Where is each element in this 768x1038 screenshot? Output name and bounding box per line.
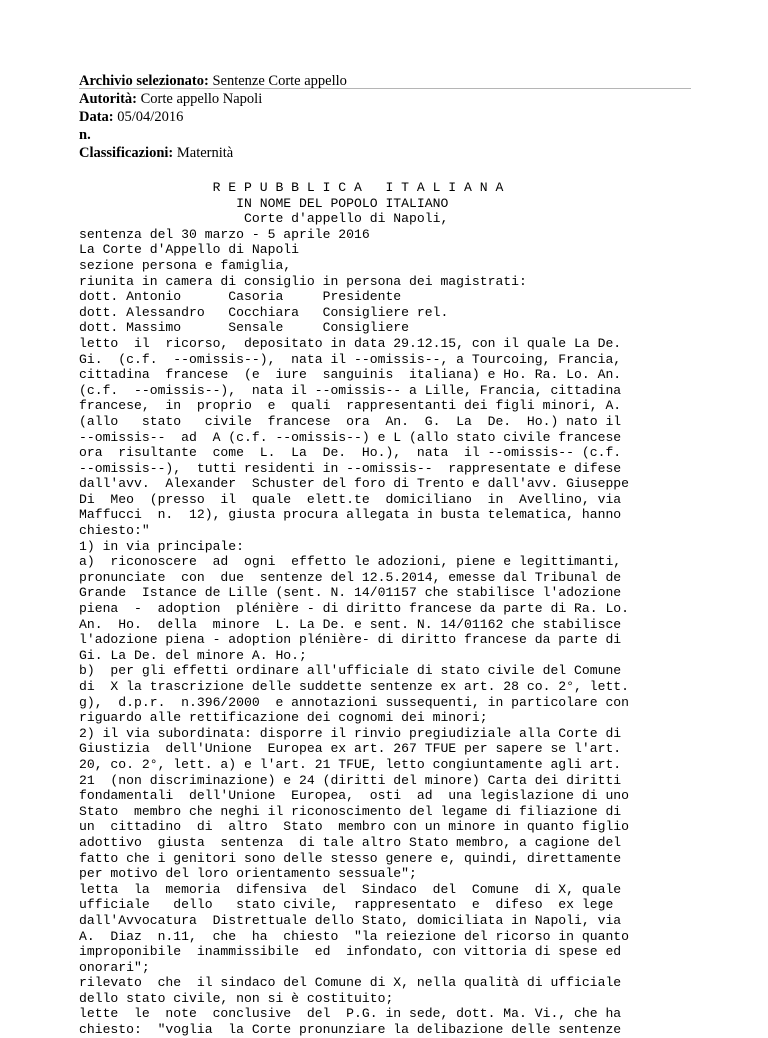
text-line: R E P U B B L I C A I T A L I A N A xyxy=(79,180,504,195)
text-line: Gi. (c.f. --omissis--), nata il --omissis--, a Tourcoing, Francia, xyxy=(79,351,622,367)
text-line: b) per gli effetti ordinare all'ufficiale di stato civile del Comune xyxy=(79,663,622,679)
text-line: dall'avv. Alexander Schuster del foro di Trento e dall'avv. Giuseppe xyxy=(79,476,630,492)
archive-label: Archivio selezionato: xyxy=(79,73,209,89)
text-line: un cittadino di altro Stato membro con un minore in quanto figlio xyxy=(79,819,630,835)
classification-label: Classificazioni: xyxy=(79,145,174,161)
text-line: riunita in camera di consiglio in persona dei magistrati: xyxy=(79,273,527,289)
text-line: adottivo giusta sentenza di tale altro Stato membro, a cagione del xyxy=(79,834,622,850)
text-line: 1) in via principale: xyxy=(79,538,245,554)
authority-value: Corte appello Napoli xyxy=(140,91,263,107)
text-line: g), d.p.r. n.396/2000 e annotazioni sussequenti, in particolare con xyxy=(79,694,630,710)
text-line: Giustizia dell'Unione Europea ex art. 267 TFUE per sapere se l'art. xyxy=(79,741,622,757)
text-line: An. Ho. della minore L. La De. e sent. N. 14/01162 che stabilisce xyxy=(79,616,622,632)
text-line: sezione persona e famiglia, xyxy=(79,257,292,273)
text-line: piena - adoption plénière - di diritto francese da parte di Ra. Lo. xyxy=(79,601,630,617)
classification-value: Maternità xyxy=(176,145,234,161)
text-line: improponibile inammissibile ed infondato, con vittoria di spese ed xyxy=(79,944,622,960)
text-line: Stato membro che neghi il riconoscimento del legame di filiazione di xyxy=(79,803,622,819)
date-value: 05/04/2016 xyxy=(117,109,184,125)
text-line: di X la trascrizione delle suddette sentenze ex art. 28 co. 2°, lett. xyxy=(79,679,630,694)
text-line: La Corte d'Appello di Napoli xyxy=(79,242,300,258)
authority-label: Autorità: xyxy=(79,91,137,107)
text-line: dott. Antonio Casoria Presidente xyxy=(79,289,402,305)
text-line: onorari"; xyxy=(79,959,150,975)
classification-row xyxy=(79,144,691,162)
text-line: 21 (non discriminazione) e 24 (diritti del minore) Carta dei diritti xyxy=(79,772,622,788)
text-line: (allo stato civile francese ora An. G. La De. Ho.) nato il xyxy=(79,413,622,429)
number-label: n. xyxy=(79,127,91,143)
text-line: Maffucci n. 12), giusta procura allegata in busta telematica, hanno xyxy=(79,507,622,523)
text-line: chiesto: "voglia la Corte pronunziare la delibazione delle sentenze xyxy=(79,1022,622,1038)
archive-value: Sentenze Corte appello xyxy=(212,73,347,89)
number-row xyxy=(79,126,691,144)
text-line: chiesto:" xyxy=(79,523,150,539)
text-line: ora risultante come L. La De. Ho.), nata il --omissis-- (c.f. xyxy=(79,445,622,461)
text-line: Grande Istance de Lille (sent. N. 14/01157 che stabilisce l'adozione xyxy=(79,585,622,601)
text-line: pronunciate con due sentenze del 12.5.2014, emesse dal Tribunal de xyxy=(79,569,622,585)
text-line: letto il ricorso, depositato in data 29.12.15, con il quale La De. xyxy=(79,335,622,351)
text-line: dott. Massimo Sensale Consigliere xyxy=(79,320,410,336)
text-line: l'adozione piena - adoption plénière- di diritto francese da parte di xyxy=(79,632,622,648)
text-line: riguardo alle rettificazione dei cognomi dei minori; xyxy=(79,710,488,726)
text-line: fondamentali dell'Unione Europea, osti ad una legislazione di uno xyxy=(79,788,630,804)
judgment-text xyxy=(79,180,699,1038)
text-line: lette le note conclusive del P.G. in sede, dott. Ma. Vi., che ha xyxy=(79,1006,622,1022)
text-line: A. Diaz n.11, che ha chiesto "la reiezione del ricorso in quanto xyxy=(79,928,630,944)
text-line: letta la memoria difensiva del Sindaco del Comune di X, quale xyxy=(79,881,622,897)
text-line: 2) il via subordinata: disporre il rinvio pregiudiziale alla Corte di xyxy=(79,725,622,741)
date-label: Data: xyxy=(79,109,114,125)
text-line: Gi. La De. del minore A. Ho.; xyxy=(79,647,307,663)
text-line: IN NOME DEL POPOLO ITALIANO xyxy=(79,195,449,211)
text-line: dello stato civile, non si è costituito; xyxy=(79,990,394,1006)
text-line: dall'Avvocatura Distrettuale dello Stato, domiciliata in Napoli, via xyxy=(79,912,622,928)
document-header xyxy=(79,72,691,162)
text-line: cittadina francese (e iure sanguinis italiana) e Ho. Ra. Lo. An. xyxy=(79,367,622,383)
text-line: 20, co. 2°, lett. a) e l'art. 21 TFUE, letto congiuntamente agli art. xyxy=(79,756,622,772)
text-line: fatto che i genitori sono delle stesso genere e, quindi, direttamente xyxy=(79,850,622,866)
text-line: Corte d'appello di Napoli, xyxy=(79,211,449,227)
text-line: dott. Alessandro Cocchiara Consigliere rel. xyxy=(79,304,449,320)
header-divider xyxy=(79,88,691,89)
text-line: sentenza del 30 marzo - 5 aprile 2016 xyxy=(79,226,370,242)
authority-row xyxy=(79,90,691,108)
date-row xyxy=(79,108,691,126)
text-line: Di Meo (presso il quale elett.te domiciliano in Avellino, via xyxy=(79,491,622,507)
text-line: --omissis--), tutti residenti in --omissis-- rappresentate e difese xyxy=(79,460,622,476)
text-line: per motivo del loro orientamento sessuale"; xyxy=(79,866,417,882)
text-line: rilevato che il sindaco del Comune di X, nella qualità di ufficiale xyxy=(79,975,622,991)
text-line: ufficiale dello stato civile, rappresentato e difeso ex lege xyxy=(79,897,614,913)
text-line: a) riconoscere ad ogni effetto le adozioni, piene e legittimanti, xyxy=(79,554,622,570)
text-line: --omissis-- ad A (c.f. --omissis--) e L (allo stato civile francese xyxy=(79,429,622,445)
text-line: francese, in proprio e quali rappresentanti dei figli minori, A. xyxy=(79,398,622,414)
text-line: (c.f. --omissis--), nata il --omissis-- a Lille, Francia, cittadina xyxy=(79,382,622,398)
